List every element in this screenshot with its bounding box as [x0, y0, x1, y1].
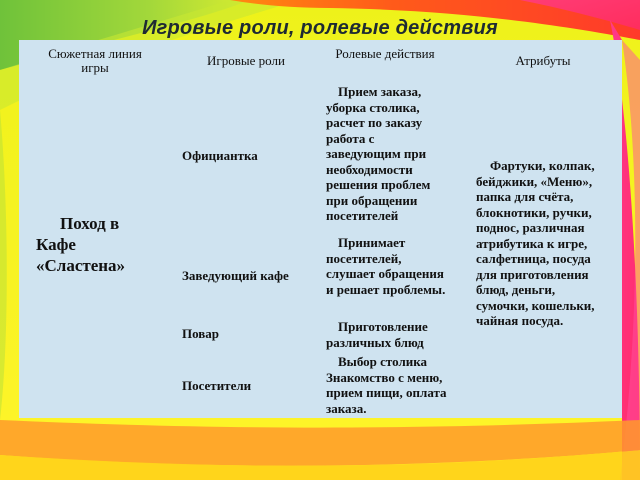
- role-cafe-manager: Заведующий кафе: [182, 268, 289, 283]
- actions-visitors: Выбор столика Знакомство с меню, прием пищи, оплата заказа.: [326, 354, 447, 416]
- actions-cook: Приготовление различных блюд: [326, 319, 428, 350]
- role-cook: Повар: [182, 326, 220, 341]
- actions-cafe-manager: Принимает посетителей, слушает обращения и решает проблемы.: [326, 235, 446, 297]
- header-attributes: Атрибуты: [515, 53, 571, 68]
- role-visitors: Посетители: [182, 378, 252, 393]
- page-title: Игровые роли, ролевые действия: [142, 17, 498, 39]
- header-roles: Игровые роли: [207, 53, 285, 68]
- attributes-cell: Фартуки, колпак, бейджики, «Меню», папка для счёта, блокнотики, ручки, поднос, различная атрибутика к игре, салфетница, посуда для приготовления блюд, деньги, сумочки, кошельки, чайная посуда.: [476, 158, 595, 328]
- header-actions: Ролевые действия: [335, 46, 435, 61]
- header-plot: Сюжетная линия игры: [48, 46, 142, 75]
- actions-waitress: Прием заказа, уборка столика, расчет по заказу работа с заведующим при необходимости решения проблем при обращении посетителей: [326, 84, 431, 223]
- plot-cell: Поход в Кафе «Сластена»: [36, 214, 126, 275]
- role-waitress: Официантка: [182, 148, 258, 163]
